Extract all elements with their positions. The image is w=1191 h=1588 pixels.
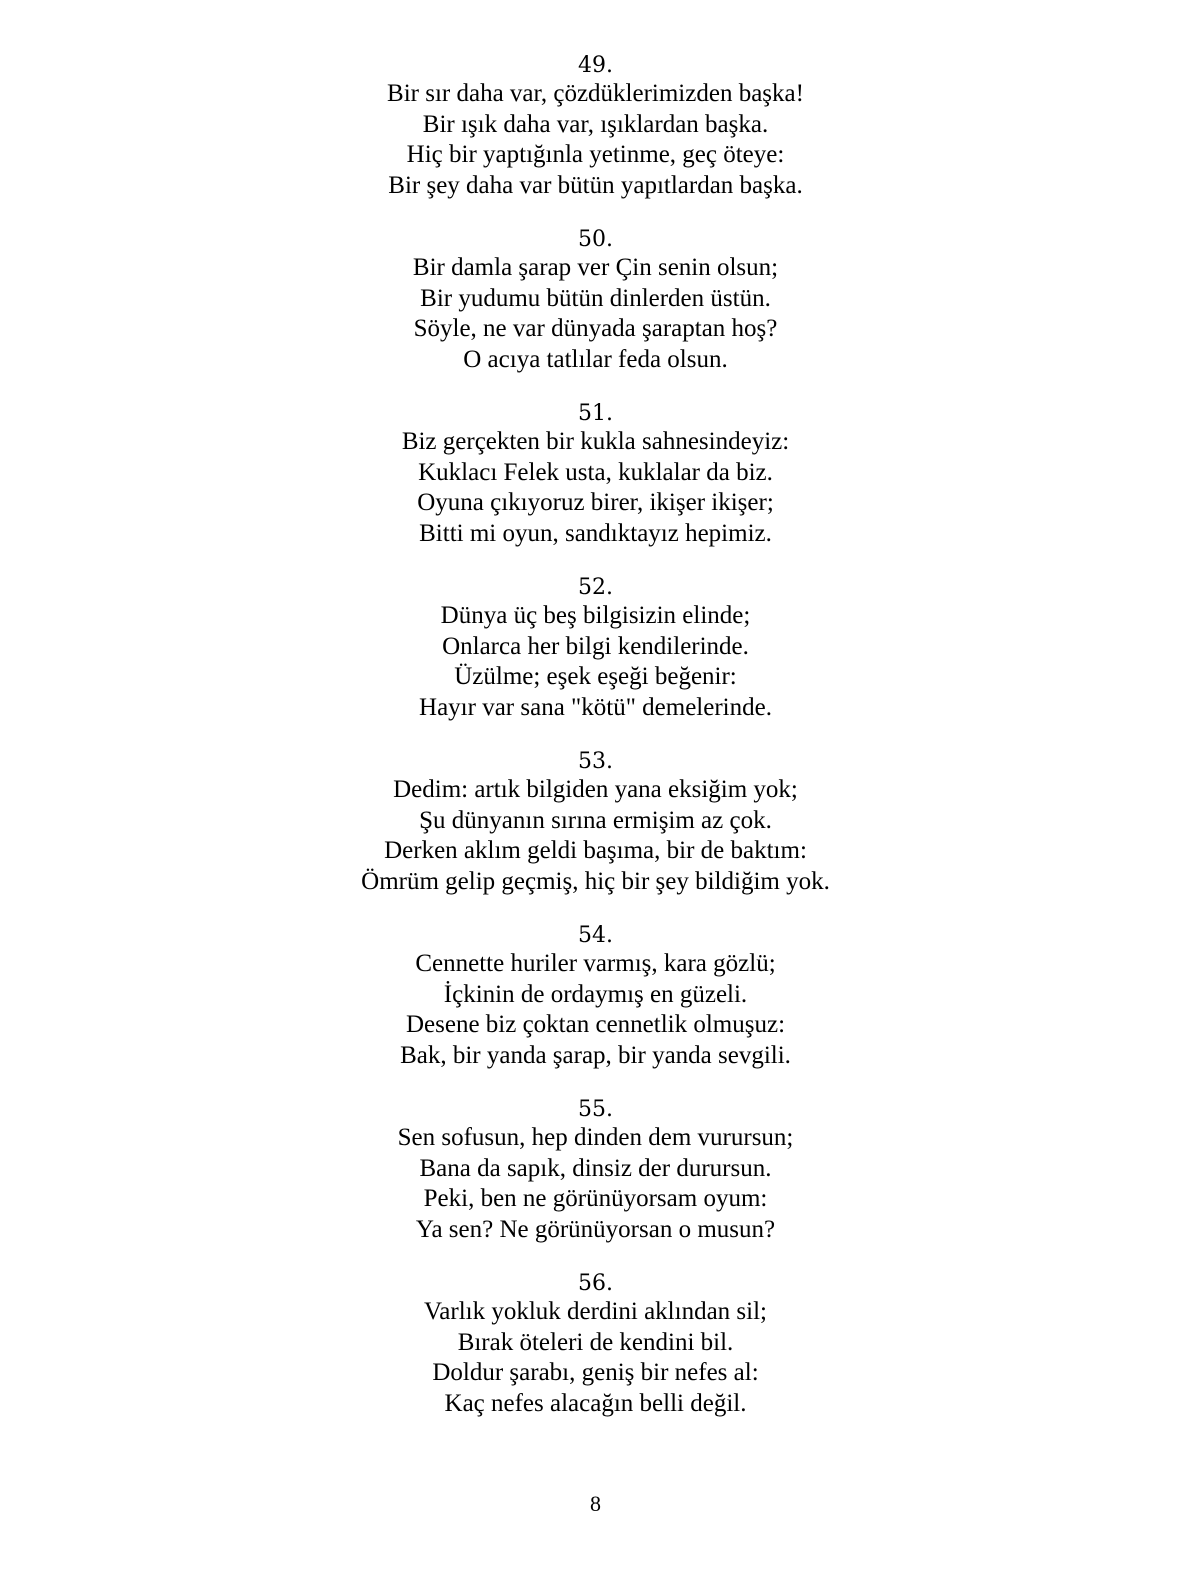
verse-line: Bana da sapık, dinsiz der durursun. <box>419 1154 772 1182</box>
quatrain-54 <box>0 923 1191 1097</box>
quatrain-53 <box>0 749 1191 923</box>
verse-line: Cennette huriler varmış, kara gözlü; <box>415 950 776 977</box>
verse-line: Bırak öteleri de kendini bil. <box>457 1328 734 1356</box>
verse-line: Hayır var sana "kötü" demelerinde. <box>419 693 772 721</box>
quatrain-number: 56. <box>578 1271 613 1296</box>
verse-line: Bir ışık daha var, ışıklardan başka. <box>422 110 769 138</box>
verse-line: İçkinin de ordaymış en güzeli. <box>443 980 748 1008</box>
verse-line: Ya sen? Ne görünüyorsan o musun? <box>415 1215 776 1243</box>
quatrain-55 <box>0 1097 1191 1271</box>
quatrain-number: 53. <box>578 749 613 774</box>
verse-line: Derken aklım geldi başıma, bir de baktım: <box>384 837 807 864</box>
verse-line: Onlarca her bilgi kendilerinde. <box>442 632 749 660</box>
verse-line: Bir şey daha var bütün yapıtlardan başka. <box>388 171 803 199</box>
verse-line: Dünya üç beş bilgisizin elinde; <box>440 602 751 629</box>
verse-line: Kuklacı Felek usta, kuklalar da biz. <box>418 458 773 486</box>
quatrain-number: 50. <box>578 227 613 252</box>
verse-line: Hiç bir yaptığınla yetinme, geç öteye: <box>406 141 785 168</box>
verse-line: Şu dünyanın sırına ermişim az çok. <box>419 806 772 834</box>
quatrain-number: 49. <box>578 53 613 78</box>
verse-line: Kaç nefes alacağın belli değil. <box>444 1389 747 1417</box>
verse-line: Üzülme; eşek eşeği beğenir: <box>454 663 737 690</box>
quatrain-number: 52. <box>578 575 613 600</box>
verse-line: Oyuna çıkıyoruz birer, ikişer ikişer; <box>417 489 774 516</box>
verse-line: Peki, ben ne görünüyorsam oyum: <box>423 1185 768 1212</box>
verse-line: Bir sır daha var, çözdüklerimizden başka! <box>387 80 804 107</box>
verse-line: Desene biz çoktan cennetlik olmuşuz: <box>405 1011 786 1038</box>
verse-line: Doldur şarabı, geniş bir nefes al: <box>432 1359 759 1386</box>
quatrain-number: 54. <box>578 923 613 948</box>
quatrain-56 <box>0 1271 1191 1445</box>
quatrain-49 <box>0 53 1191 227</box>
verse-line: Bitti mi oyun, sandıktayız hepimiz. <box>419 519 772 547</box>
page-number: 8 <box>590 1491 601 1516</box>
verse-line: Ömrüm gelip geçmiş, hiç bir şey bildiğim yok. <box>361 867 830 895</box>
quatrain-52 <box>0 575 1191 749</box>
verse-line: Varlık yokluk derdini aklından sil; <box>423 1298 767 1325</box>
verse-line: Sen sofusun, hep dinden dem vurursun; <box>397 1124 794 1151</box>
verse-line: Söyle, ne var dünyada şaraptan hoş? <box>413 315 778 342</box>
quatrain-list <box>0 53 1191 1445</box>
verse-line: Biz gerçekten bir kukla sahnesindeyiz: <box>401 428 790 455</box>
quatrain-50 <box>0 227 1191 401</box>
quatrain-number: 51. <box>578 401 613 426</box>
verse-line: Bir damla şarap ver Çin senin olsun; <box>412 254 779 281</box>
verse-line: O acıya tatlılar feda olsun. <box>463 345 728 373</box>
quatrain-51 <box>0 401 1191 575</box>
verse-line: Dedim: artık bilgiden yana eksiğim yok; <box>393 776 798 803</box>
quatrain-number: 55. <box>578 1097 613 1122</box>
verse-line: Bak, bir yanda şarap, bir yanda sevgili. <box>400 1041 791 1069</box>
verse-line: Bir yudumu bütün dinlerden üstün. <box>420 284 771 312</box>
